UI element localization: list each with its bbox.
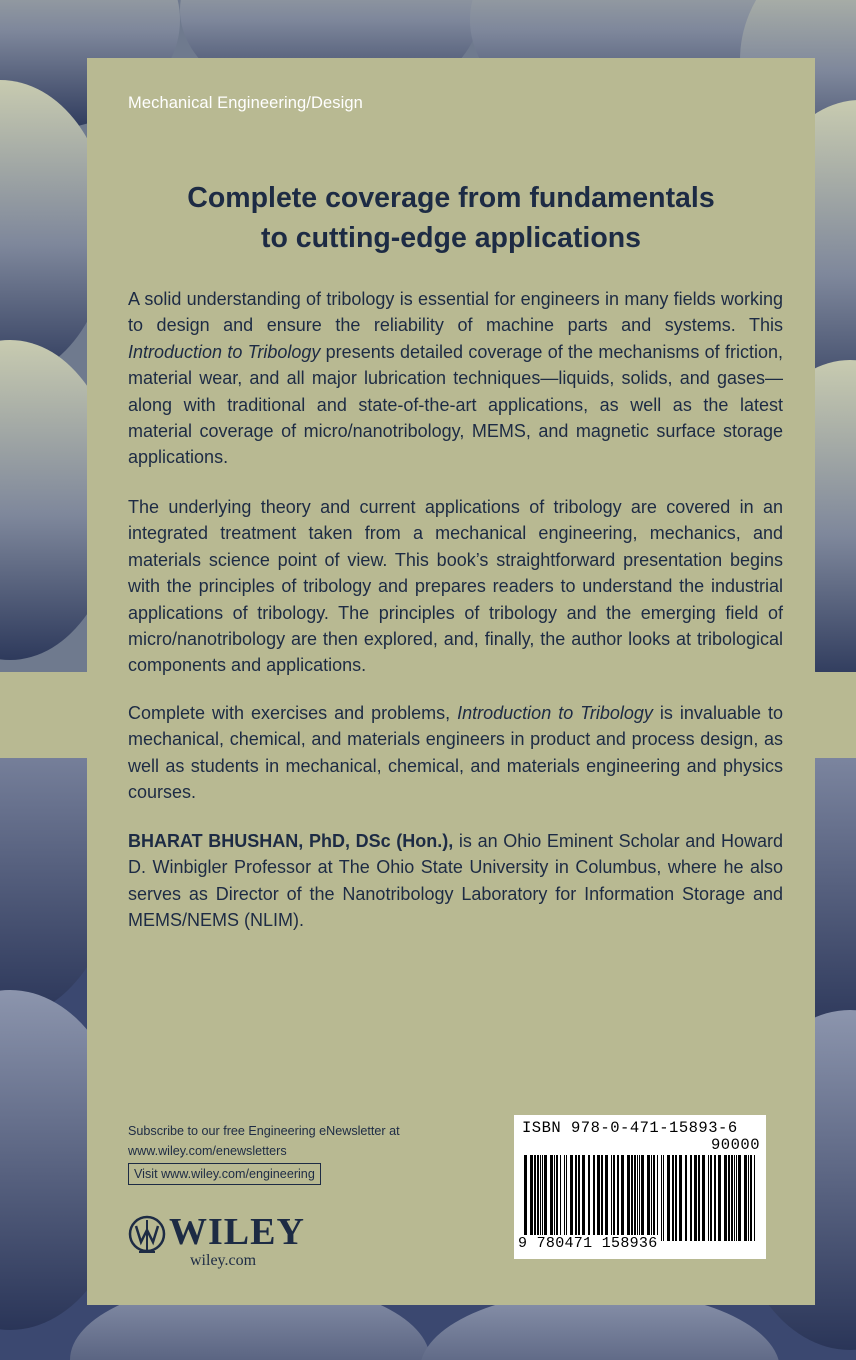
- wiley-seal-icon: [127, 1214, 167, 1258]
- barcode-bar: [575, 1155, 577, 1241]
- newsletter-link[interactable]: www.wiley.com/enewsletters: [128, 1144, 287, 1158]
- barcode-bar: [672, 1155, 674, 1241]
- barcode-bar: [537, 1155, 539, 1241]
- barcode-bar: [667, 1155, 670, 1241]
- p3-text-pre: Complete with exercises and problems,: [128, 703, 458, 723]
- barcode-bar: [657, 1155, 658, 1241]
- barcode-bar: [736, 1155, 737, 1241]
- barcode-bar: [708, 1155, 709, 1241]
- barcode-bar: [661, 1155, 662, 1241]
- barcode-bar: [728, 1155, 730, 1241]
- barcode-bar: [613, 1155, 615, 1241]
- isbn-barcode: [514, 1115, 766, 1259]
- author-name: BHARAT BHUSHAN, PhD, DSc (Hon.),: [128, 831, 454, 851]
- barcode-bar: [718, 1155, 721, 1241]
- barcode-bar: [694, 1155, 697, 1241]
- barcode-bar: [690, 1155, 692, 1241]
- author-bio-text: is an Ohio Eminent Scholar and Howard D. Winbigler Professor at The Ohio State University in Columbus, where he also serves as Director of the Nanotribology Laboratory for Information Storage and MEMS/NEMS (NLIM).: [128, 831, 783, 931]
- barcode-bar: [663, 1155, 664, 1241]
- barcode-bar: [641, 1155, 644, 1241]
- barcode-bar: [530, 1155, 533, 1241]
- barcode-bar: [578, 1155, 580, 1241]
- author-bio: [128, 828, 783, 934]
- barcode-bar: [651, 1155, 652, 1241]
- barcode-bar: [542, 1155, 543, 1241]
- barcode-bar: [685, 1155, 687, 1241]
- barcode-bar: [540, 1155, 541, 1241]
- newsletter-note: [128, 1121, 428, 1161]
- barcode-bar: [744, 1155, 747, 1241]
- barcode-bar: [593, 1155, 595, 1241]
- barcode-bar: [679, 1155, 682, 1241]
- barcode-bar: [566, 1155, 567, 1241]
- barcode-bar: [738, 1155, 741, 1241]
- barcode-bar: [731, 1155, 733, 1241]
- barcode-bar: [556, 1155, 558, 1241]
- p3-text-post: is invaluable to mechanical, chemical, and materials engineers in product and process design, as well as students in mechanical, chemical, and materials engineering and physics courses.: [128, 703, 783, 803]
- barcode-bar: [639, 1155, 640, 1241]
- wiley-url: wiley.com: [190, 1252, 257, 1269]
- barcode-bar: [554, 1155, 555, 1241]
- barcode-bar: [710, 1155, 712, 1241]
- barcode-bar: [627, 1155, 630, 1241]
- barcode-bar: [524, 1155, 527, 1241]
- barcode-bar: [544, 1155, 547, 1241]
- barcode-bar: [631, 1155, 633, 1241]
- barcode-bar: [611, 1155, 612, 1241]
- barcode-bar: [550, 1155, 553, 1241]
- barcode-bar: [560, 1155, 561, 1241]
- barcode-bar: [601, 1155, 603, 1241]
- p1-text-post: presents detailed coverage of the mechanisms of friction, material wear, and all major lubrication techniques—liquids, solids, and gases—along with traditional and state-of-the-art applications, as well as the latest material coverage of micro/nanotribology, MEMS, and magnetic surface storage applications.: [128, 341, 783, 468]
- headline: [87, 178, 815, 258]
- newsletter-line-1: Subscribe to our free Engineering eNewsletter at: [128, 1124, 400, 1138]
- barcode-bar: [570, 1155, 573, 1241]
- barcode-bar: [597, 1155, 600, 1241]
- barcode-bar: [724, 1155, 727, 1241]
- barcode-bar: [698, 1155, 700, 1241]
- description-paragraph-2: The underlying theory and current applications of tribology are covered in an integrated treatment taken from a mechanical engineering, mechanics, and materials science point of view. This book’s straightforward presentation begins with the principles of tribology and prepares readers to understand the industrial applications of tribology. The principles of tribology and the emerging field of micro/nanotribology are then explored, and, finally, the author looks at tribological components and applications.: [128, 497, 783, 676]
- description-paragraph-3: [128, 700, 783, 806]
- barcode-bar: [653, 1155, 655, 1241]
- headline-line-2: to cutting-edge applications: [260, 222, 641, 254]
- ean-digits: 9 780471 158936: [518, 1235, 658, 1252]
- p1-text-pre: A solid understanding of tribology is essential for engineers in many fields working to design and ensure the reliability of machine parts and systems. This: [128, 289, 783, 336]
- barcode-bar: [702, 1155, 705, 1241]
- barcode-bar: [647, 1155, 650, 1241]
- back-cover-panel: [87, 58, 815, 1305]
- barcode-bar: [748, 1155, 749, 1241]
- barcode-bar: [582, 1155, 585, 1241]
- p1-book-title: Introduction to Tribology: [128, 341, 321, 362]
- p3-book-title: Introduction to Tribology: [457, 703, 653, 723]
- barcode-bar: [734, 1155, 735, 1241]
- barcode-bar: [754, 1155, 755, 1241]
- barcode-bar: [637, 1155, 638, 1241]
- headline-line-1: Complete coverage from fundamentals: [187, 182, 715, 214]
- visit-website-box[interactable]: Visit www.wiley.com/engineering: [128, 1163, 321, 1185]
- barcode-bar: [675, 1155, 677, 1241]
- barcode-bar: [605, 1155, 608, 1241]
- barcode-bar: [714, 1155, 716, 1241]
- barcode-bar: [564, 1155, 565, 1241]
- isbn-number: ISBN 978-0-471-15893-6: [522, 1119, 738, 1137]
- barcode-bars: [524, 1155, 758, 1241]
- price-code: 90000: [710, 1136, 760, 1154]
- barcode-bar: [588, 1155, 590, 1241]
- barcode-bar: [621, 1155, 624, 1241]
- description-paragraph-1: [128, 286, 783, 471]
- barcode-bar: [750, 1155, 752, 1241]
- wiley-wordmark: WILEY: [169, 1211, 305, 1253]
- barcode-bar: [634, 1155, 636, 1241]
- category-label: Mechanical Engineering/Design: [128, 94, 363, 112]
- wiley-logo: [127, 1208, 307, 1268]
- barcode-bar: [617, 1155, 619, 1241]
- barcode-bar: [534, 1155, 536, 1241]
